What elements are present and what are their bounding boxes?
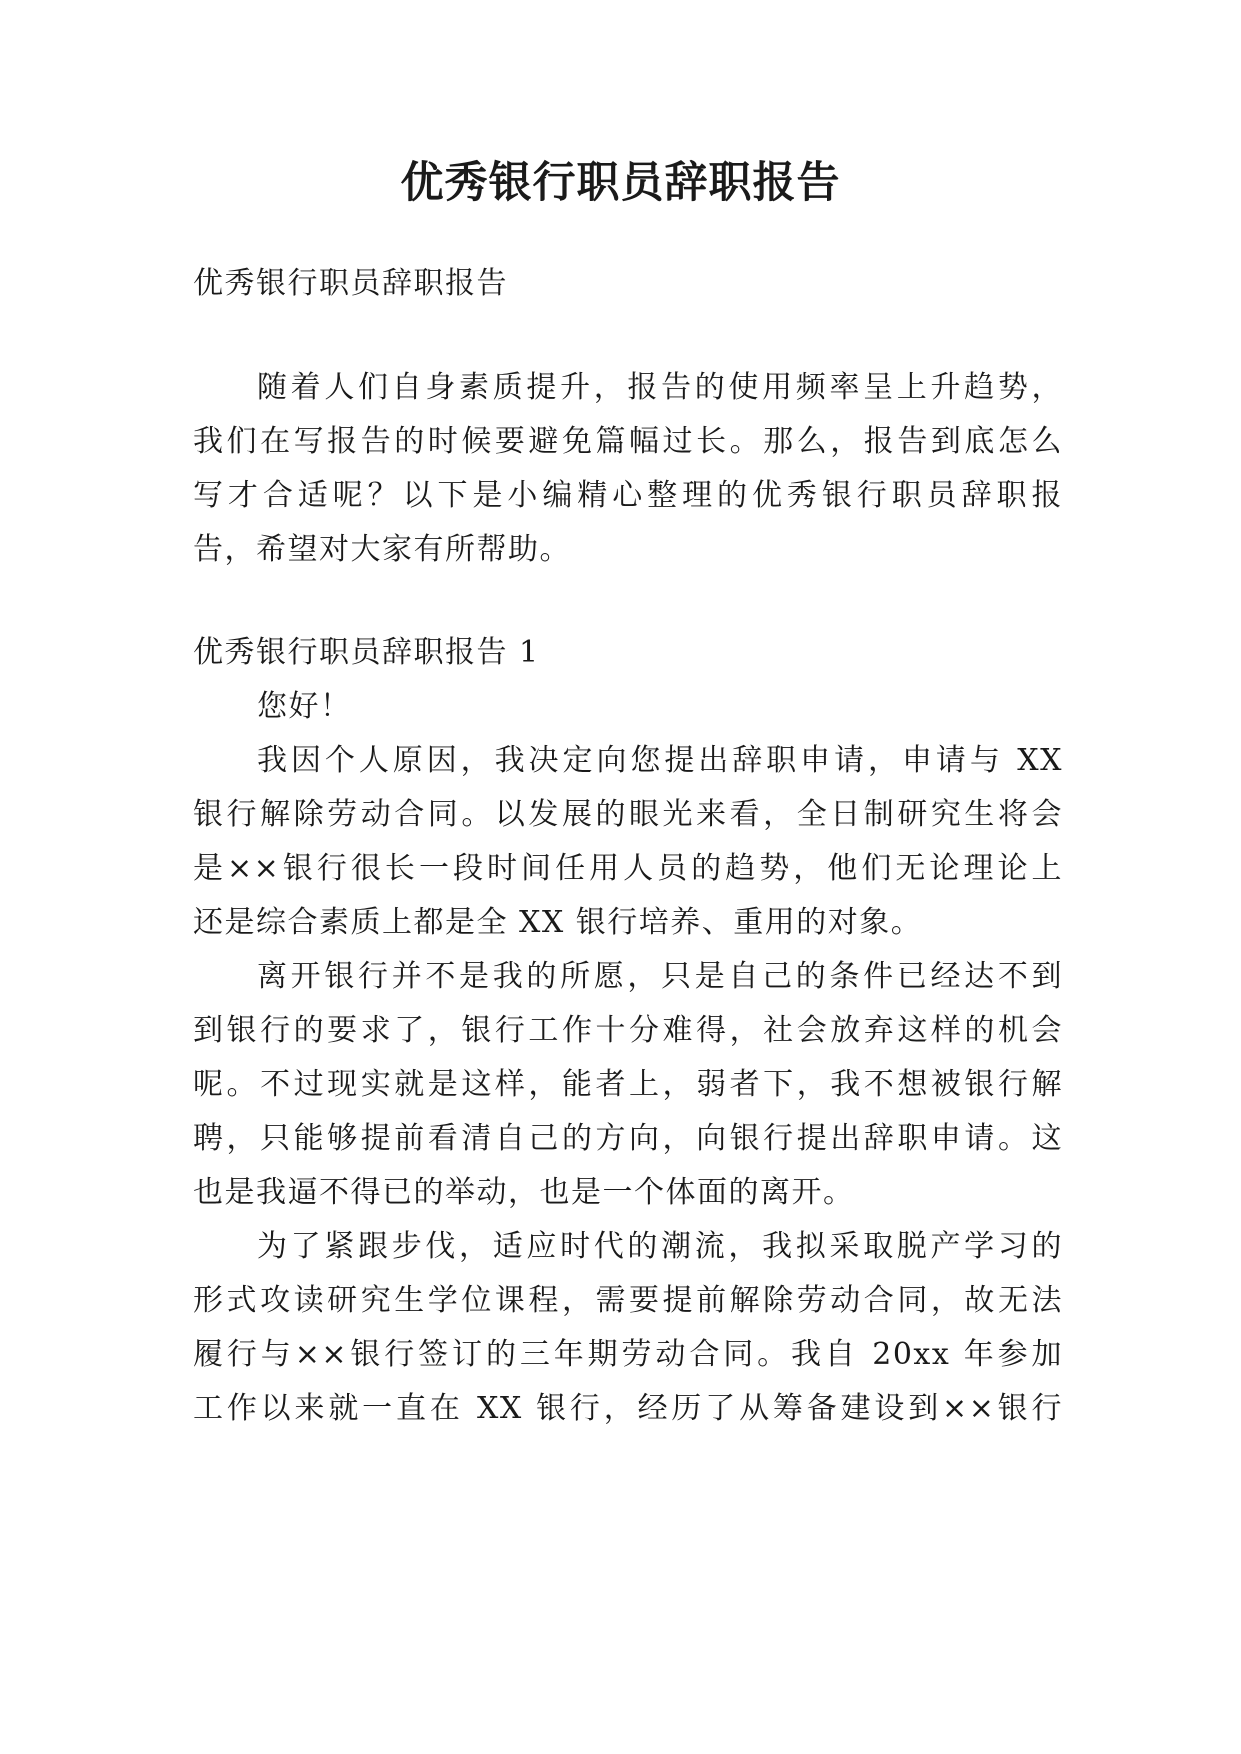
paragraph2-line-4: 聘，只能够提前看清自己的方向，向银行提出辞职申请。这 — [193, 1121, 1063, 1156]
intro-line-1: 随着人们自身素质提升，报告的使用频率呈上升趋势， — [257, 370, 1063, 405]
intro-line-2: 我们在写报告的时候要避免篇幅过长。那么，报告到底怎么 — [193, 424, 1063, 459]
intro-line-3: 写才合适呢？以下是小编精心整理的优秀银行职员辞职报 — [193, 478, 1063, 513]
paragraph1-line-3: 是××银行很长一段时间任用人员的趋势，他们无论理论上 — [193, 851, 1063, 886]
section-heading: 优秀银行职员辞职报告 1 — [193, 635, 540, 670]
paragraph1-line-4: 还是综合素质上都是全 XX 银行培养、重用的对象。 — [193, 905, 923, 940]
paragraph3-line-3: 履行与××银行签订的三年期劳动合同。我自 20xx 年参加 — [193, 1337, 1063, 1372]
paragraph2-line-1: 离开银行并不是我的所愿，只是自己的条件已经达不到 — [257, 959, 1063, 994]
paragraph1-line-1: 我因个人原因，我决定向您提出辞职申请，申请与 XX — [257, 743, 1063, 778]
paragraph2-line-5: 也是我逼不得已的举动，也是一个体面的离开。 — [193, 1175, 855, 1210]
intro-line-4: 告，希望对大家有所帮助。 — [193, 532, 571, 567]
document-subtitle: 优秀银行职员辞职报告 — [193, 266, 508, 301]
paragraph2-line-2: 到银行的要求了，银行工作十分难得，社会放弃这样的机会 — [193, 1013, 1063, 1048]
paragraph3-line-1: 为了紧跟步伐，适应时代的潮流，我拟采取脱产学习的 — [257, 1229, 1063, 1264]
paragraph1-line-2: 银行解除劳动合同。以发展的眼光来看，全日制研究生将会 — [193, 797, 1063, 832]
paragraph3-line-4: 工作以来就一直在 XX 银行，经历了从筹备建设到××银行 — [193, 1391, 1063, 1426]
paragraph2-line-3: 呢。不过现实就是这样，能者上，弱者下，我不想被银行解 — [193, 1067, 1063, 1102]
document-title: 优秀银行职员辞职报告 — [400, 158, 841, 208]
greeting: 您好！ — [257, 689, 352, 724]
paragraph3-line-2: 形式攻读研究生学位课程，需要提前解除劳动合同，故无法 — [193, 1283, 1063, 1318]
